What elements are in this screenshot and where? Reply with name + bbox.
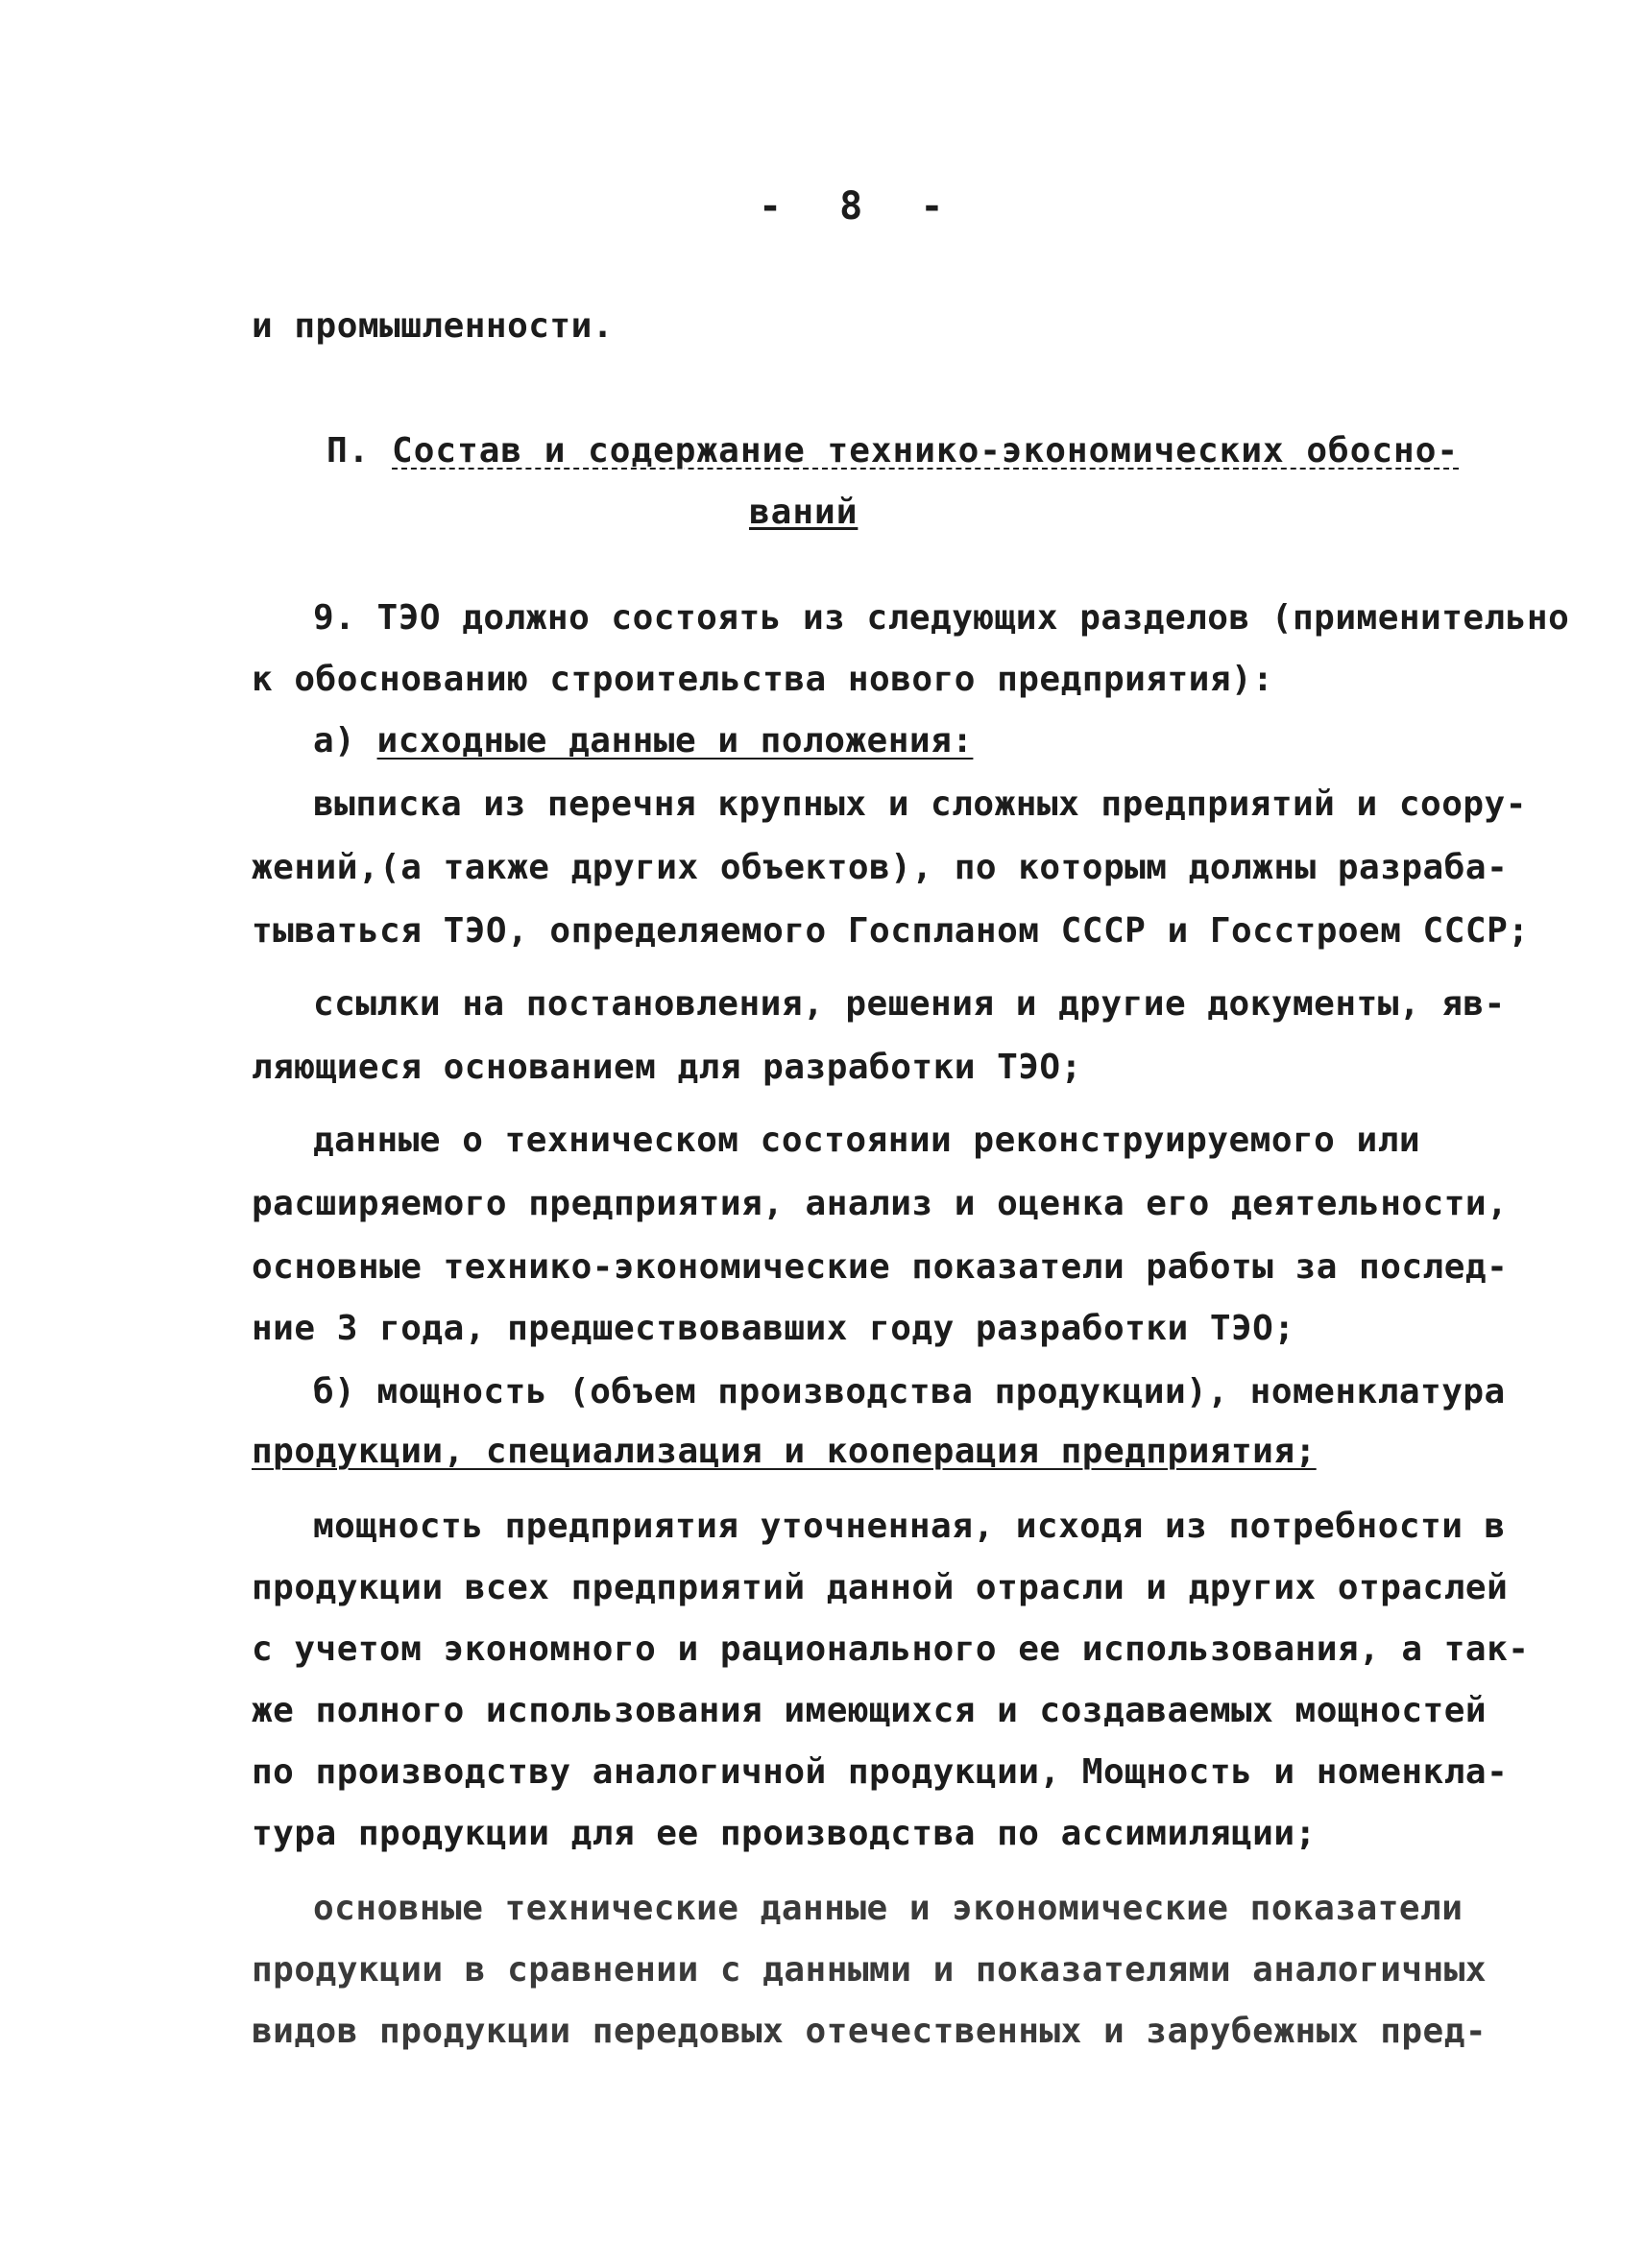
section-heading-text-cont: ваний — [749, 493, 859, 532]
moshchnost-line1: мощность предприятия уточненная, исходя из потребности в — [313, 1507, 1506, 1546]
osnovnye-line1: основные технические данные и экономические показатели — [313, 1889, 1464, 1928]
vypiska-line2: жений,(а также других объектов), по которым должны разраба- — [252, 848, 1509, 887]
osnovnye-line3: видов продукции передовых отечественных и зарубежных пред- — [252, 2012, 1488, 2051]
dannye-line4: ние 3 года, предшествовавших году разработки ТЭО; — [252, 1309, 1295, 1348]
item-a-marker: а) — [313, 721, 356, 760]
moshchnost-line6: тура продукции для ее производства по ассимиляции; — [252, 1814, 1317, 1853]
item-a-title: исходные данные и положения: — [376, 721, 974, 760]
dannye-line2: расширяемого предприятия, анализ и оценка его деятельности, — [252, 1184, 1509, 1223]
moshchnost-line4: же полного использования имеющихся и создаваемых мощностей — [252, 1691, 1488, 1730]
page-number: - 8 - — [759, 184, 961, 229]
ssylki-line1: ссылки на постановления, решения и другие документы, яв- — [313, 984, 1506, 1024]
moshchnost-line3: с учетом экономного и рационального ее использования, а так- — [252, 1629, 1530, 1669]
item-b-line1: б) мощность (объем производства продукции), номенклатура — [313, 1372, 1506, 1411]
para9-line2: к обоснованию строительства нового предприятия): — [252, 660, 1274, 699]
item-b-line2 — [252, 1431, 1317, 1473]
intro-tail-line: и промышленности. — [252, 306, 614, 346]
moshchnost-line5: по производству аналогичной продукции, Мощность и номенкла- — [252, 1752, 1509, 1792]
moshchnost-line2: продукции всех предприятий данной отрасли и других отраслей — [252, 1568, 1509, 1607]
section-roman-numeral: П. — [327, 431, 371, 470]
ssylki-line2: ляющиеся основанием для разработки ТЭО; — [252, 1048, 1082, 1087]
vypiska-line1: выписка из перечня крупных и сложных предприятий и соору- — [313, 784, 1527, 824]
section-heading-text: Состав и содержание технико-экономических обосно- — [392, 431, 1460, 470]
vypiska-line3: тываться ТЭО, определяемого Госпланом СССР и Госстроем СССР; — [252, 911, 1530, 951]
osnovnye-line2: продукции в сравнении с данными и показателями аналогичных — [252, 1950, 1488, 1990]
dannye-line1: данные о техническом состоянии реконструируемого или — [313, 1121, 1421, 1160]
para9-line1: 9. ТЭО должно состоять из следующих разделов (применительно — [313, 598, 1570, 638]
section-heading-line2 — [749, 492, 858, 534]
item-b-title-cont: продукции, специализация и кооперация предприятия; — [252, 1432, 1317, 1471]
section-heading-line1 — [327, 430, 1459, 472]
dannye-line3: основные технико-экономические показатели работы за послед- — [252, 1247, 1509, 1287]
item-a-line — [313, 720, 973, 762]
